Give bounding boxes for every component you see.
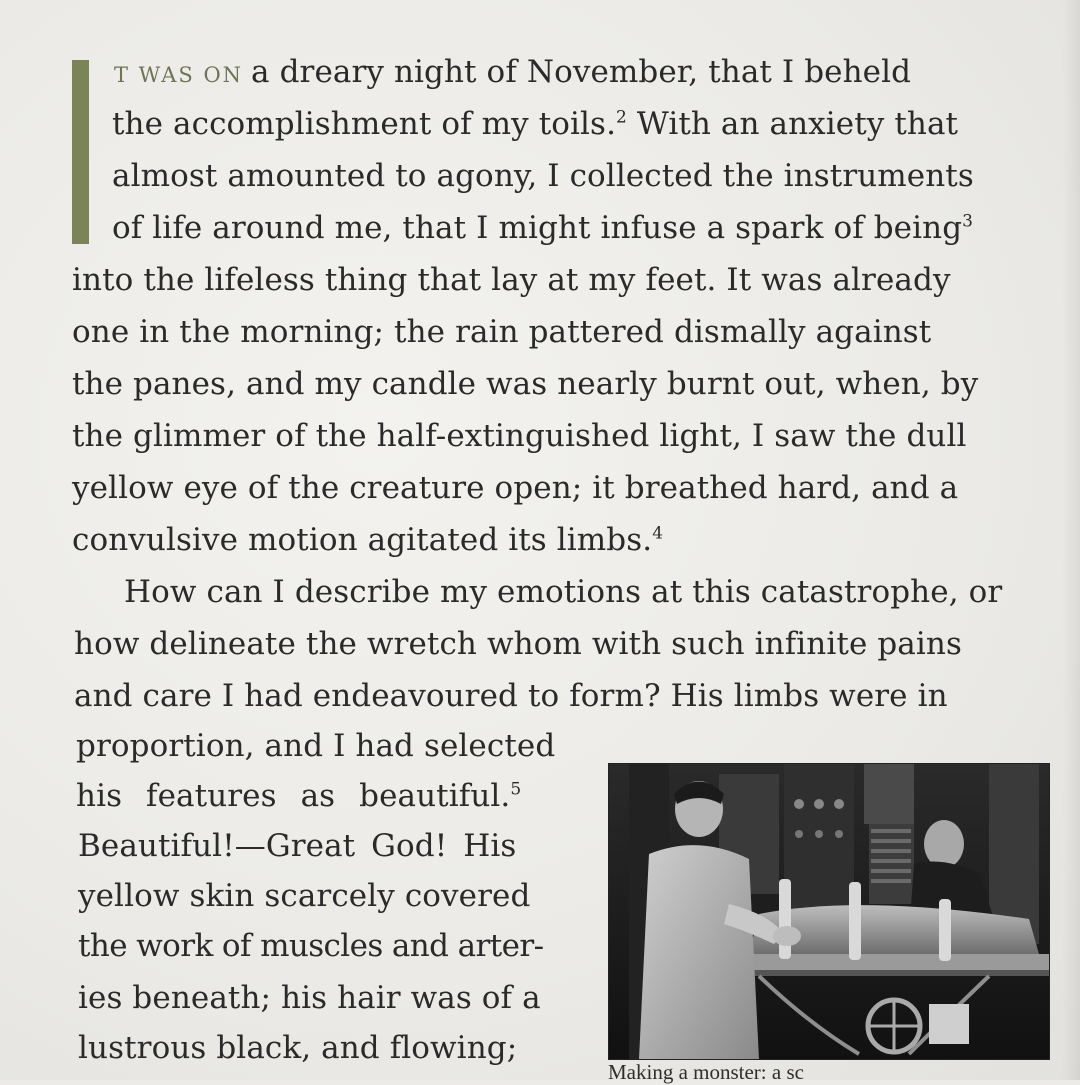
text-line: almost amounted to agony, I collected the instruments <box>112 158 974 194</box>
text-line: his features as beautiful.$^5$ <box>76 778 522 814</box>
footnote-ref[interactable]: 2 <box>616 107 627 128</box>
text-line: convulsive motion agitated its limbs.$^4$ <box>72 522 664 558</box>
text-line: into the lifeless thing that lay at my feet. It was already <box>72 262 951 298</box>
text-line: the accomplishment of my toils.$^2$ With an anxiety that <box>112 106 959 142</box>
text-line: lustrous black, and flowing; <box>78 1030 518 1066</box>
small-caps-opening: T WAS ON <box>114 63 244 87</box>
text-line: Beautiful!—Great God! His <box>78 828 517 864</box>
text-line: the work of muscles and arter- <box>78 928 544 964</box>
footnote-ref[interactable]: 5 <box>510 779 522 800</box>
text-line: ies beneath; his hair was of a <box>78 980 541 1016</box>
text-line: and care I had endeavoured to form? His limbs were in <box>74 678 948 714</box>
footnote-ref[interactable]: 3 <box>962 211 974 232</box>
drop-cap-initial <box>72 60 89 244</box>
text-line: proportion, and I had selected <box>76 728 556 764</box>
footnote-ref[interactable]: 4 <box>652 523 664 544</box>
text-line: how delineate the wretch whom with such infinite pains <box>74 626 962 662</box>
page-edge-shadow <box>1062 0 1080 1080</box>
film-still-photo <box>608 763 1050 1060</box>
figure-caption: Making a monster: a sc <box>608 1060 804 1084</box>
text-line: T WAS ON a dreary night of November, that I beheld <box>114 54 912 90</box>
text-line: How can I describe my emotions at this catastrophe, or <box>124 574 1003 610</box>
text-line: of life around me, that I might infuse a spark of being$^3$ <box>112 210 974 246</box>
text-line: one in the morning; the rain pattered dismally against <box>72 314 932 350</box>
text-line: yellow skin scarcely covered <box>78 878 531 914</box>
text-line: the glimmer of the half-extinguished light, I saw the dull <box>72 418 967 454</box>
film-still-illustration <box>609 764 1049 1059</box>
text-line: the panes, and my candle was nearly burnt out, when, by <box>72 366 979 402</box>
text-line: yellow eye of the creature open; it breathed hard, and a <box>72 470 959 506</box>
